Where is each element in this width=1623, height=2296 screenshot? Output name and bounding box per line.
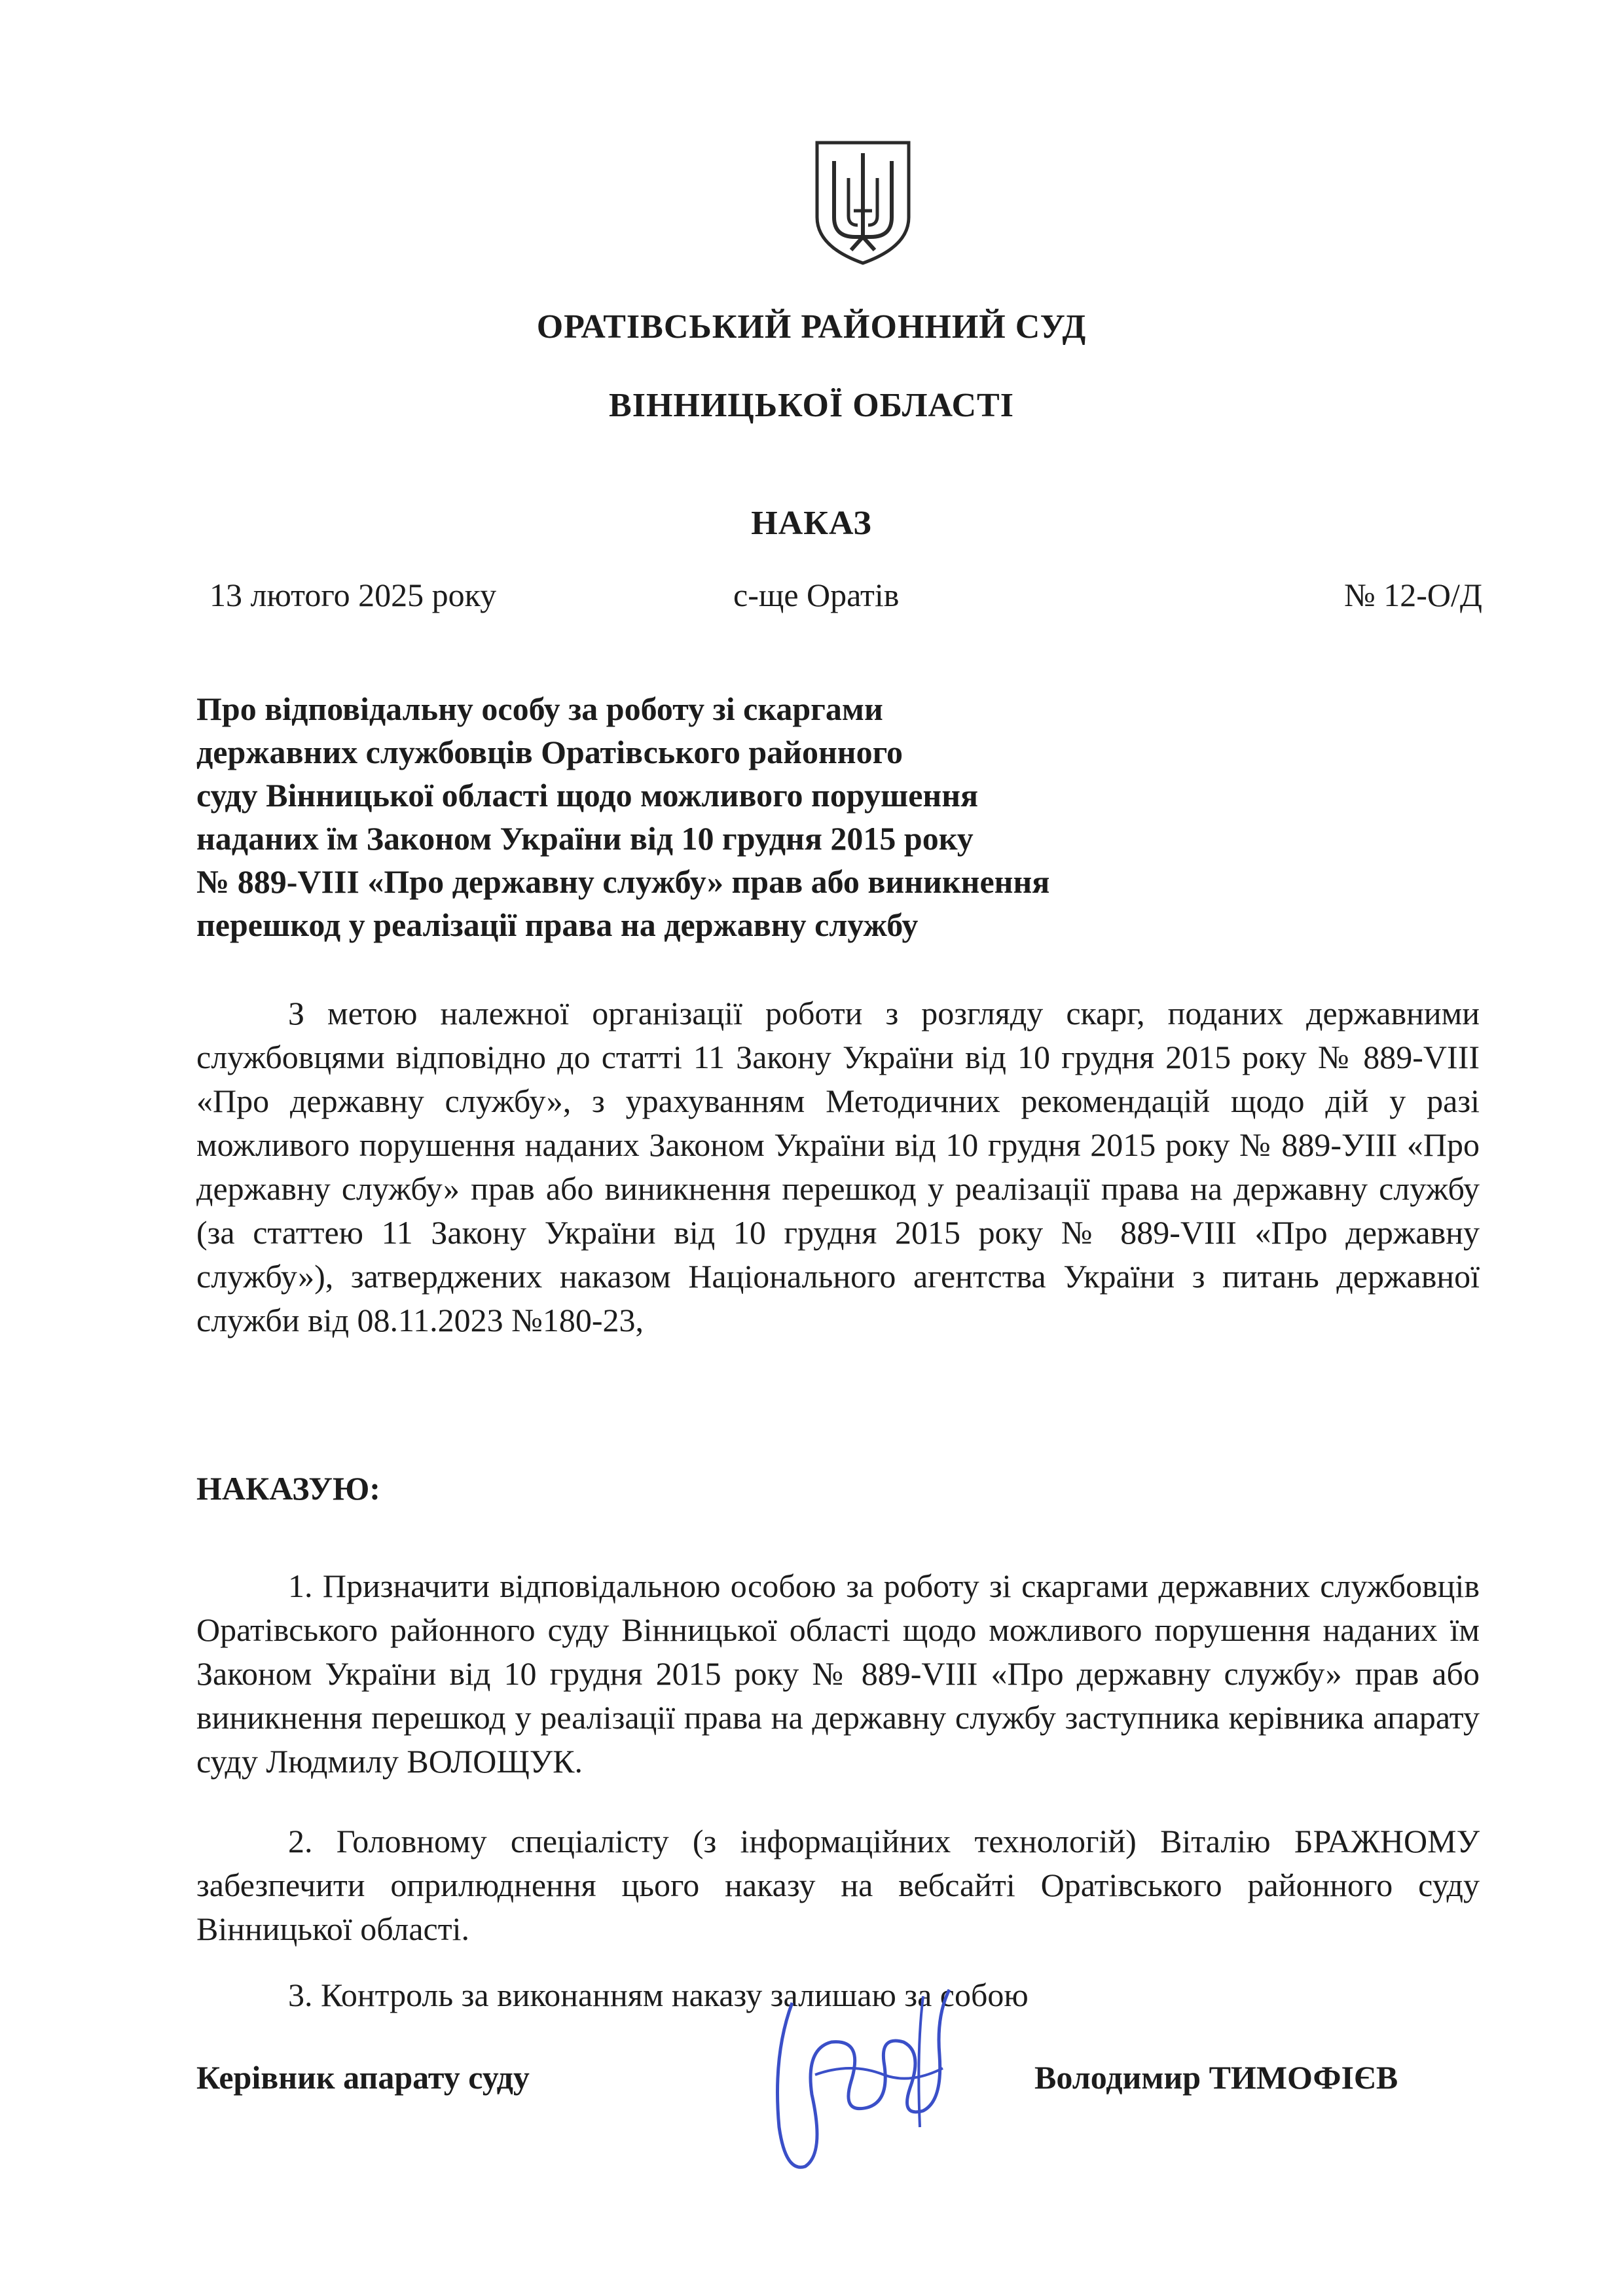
subject-line: перешкод у реалізації права на державну службу xyxy=(196,906,919,943)
document-type-title: НАКАЗ xyxy=(751,505,872,542)
signatory-name: Володимир ТИМОФІЄВ xyxy=(1034,2059,1398,2096)
order-item-3: 3. Контроль за виконанням наказу залишаю за собою xyxy=(288,1977,1029,2013)
order-item-2: 2. Головному спеціалісту (з інформаційних технологій) Віталію БРАЖНОМУ забезпечити оприлюднення цього наказу на вебсайті Оратівського районного суду Вінницької області. xyxy=(196,1823,1480,1947)
organization-name-line2: ВІННИЦЬКОЇ ОБЛАСТІ xyxy=(609,387,1014,424)
ordering-heading: НАКАЗУЮ: xyxy=(196,1470,380,1507)
subject-line: державних службовців Оратівського районного xyxy=(196,734,903,770)
trident-coat-of-arms-icon xyxy=(812,139,914,267)
order-place: с-ще Оратів xyxy=(733,577,900,613)
order-item-1: 1. Призначити відповідальною особою за роботу зі скаргами державних службовців Оратівського районного суду Вінницької області щодо можливого порушення наданих їм Законом України від 10 грудня 2015 року № 889-VIII «Про державну службу» прав або виникнення перешкод у реалізації права на державну службу заступника керівника апарату суду Людмилу ВОЛОЩУК. xyxy=(196,1568,1480,1780)
handwritten-signature xyxy=(753,1977,969,2193)
order-subject xyxy=(196,687,1309,946)
order-date: 13 лютого 2025 року xyxy=(210,577,497,613)
subject-line: суду Вінницької області щодо можливого порушення xyxy=(196,777,979,814)
subject-line: Про відповідальну особу за роботу зі скаргами xyxy=(196,691,883,727)
signatory-title: Керівник апарату суду xyxy=(196,2059,530,2096)
order-number: № 12-О/Д xyxy=(1344,577,1482,613)
preamble-paragraph: З метою належної організації роботи з розгляду скарг, поданих державними службовцями відповідно до статті 11 Закону України від 10 грудня 2015 року № 889-VIII «Про державну службу», з урахуванням Методичних рекомендацій щодо дій у разі можливого порушення наданих Законом України від 10 грудня 2015 року № 889-УІІІ «Про державну службу» прав або виникнення перешкод у реалізації права на державну службу (за статтею 11 Закону України від 10 грудня 2015 року № 889-VIII «Про державну службу»), затверджених наказом Національного агентства України з питань державної служби від 08.11.2023 №180-23, xyxy=(196,995,1480,1338)
organization-name-line1: ОРАТІВСЬКИЙ РАЙОННИЙ СУД xyxy=(536,308,1087,346)
subject-line: № 889-VIII «Про державну службу» прав або виникнення xyxy=(196,863,1050,900)
subject-line: наданих їм Законом України від 10 грудня 2015 року xyxy=(196,820,974,857)
